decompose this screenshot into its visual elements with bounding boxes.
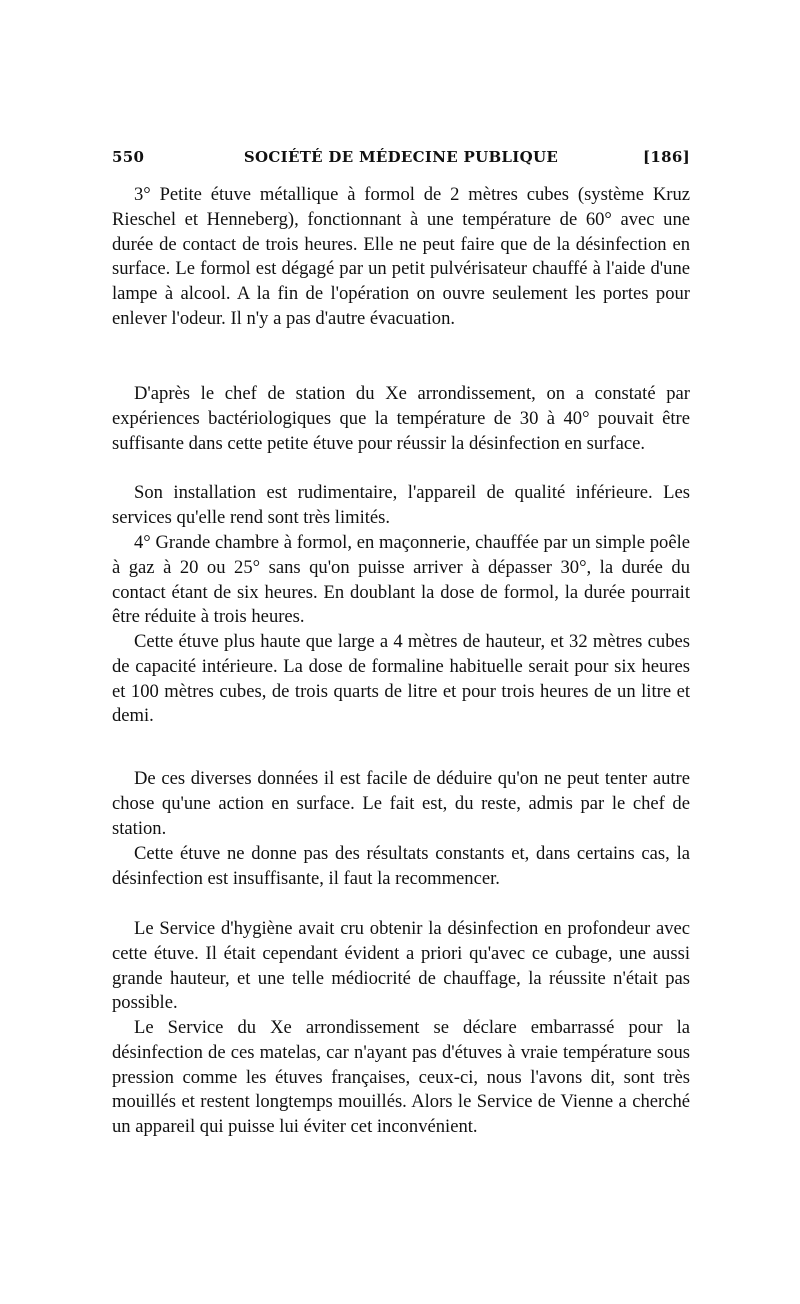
paragraph-hygiene-service: Le Service d'hygiène avait cru obtenir la désinfection en profondeur avec cette étuve. Il était cependant évident a priori qu'avec ce cubage, une aussi grande hauteur, et une telle médiocrité de chauffage, la réussite n'était pas possible.: [112, 918, 690, 1014]
running-title: SOCIÉTÉ DE MÉDECINE PUBLIQUE: [243, 148, 559, 166]
paragraph-mattress-disinfection: Le Service du Xe arrondissement se déclare embarrassé pour la désinfection de ces matelas, car n'ayant pas d'étuves à vraie température sous pression comme les étuves françaises, ceux-ci, nous l'avons dit, sont très mouillés et restent longtemps mouillés. Alors le Service de Vienne a cherché un appareil qui puisse lui éviter cet inconvénient.: [112, 1017, 690, 1138]
section-number: [186]: [642, 148, 690, 166]
paragraph-installation-quality: Son installation est rudimentaire, l'appareil de qualité inférieure. Les services qu'elle rend sont très limités.: [112, 482, 690, 528]
paragraph-inconsistent-results: Cette étuve ne donne pas des résultats constants et, dans certains cas, la désinfection est insuffisante, il faut la recommencer.: [112, 843, 690, 889]
paragraph-small-metal-oven: 3° Petite étuve métallique à formol de 2 mètres cubes (système Kruz Rieschel et Henneberg), fonctionnant à une température de 60° avec une durée de contact de trois heures. Elle ne peut faire que de la désinfection en surface. Le formol est dégagé par un petit pulvérisateur chauffé à l'aide d'une lampe à alcool. A la fin de l'opération on ouvre seulement les portes pour enlever l'odeur. Il n'y a pas d'autre évacuation.: [112, 184, 690, 329]
running-header: [112, 148, 690, 172]
page-number: 550: [112, 148, 145, 166]
paragraph-station-chief-report: D'après le chef de station du Xe arrondissement, on a constaté par expériences bactériologiques que la température de 30 à 40° pouvait être suffisante dans cette petite étuve pour réussir la désinfection en surface.: [112, 383, 690, 454]
paragraph-large-formol-chamber: 4° Grande chambre à formol, en maçonnerie, chauffée par un simple poêle à gaz à 20 ou 25° sans qu'on puisse arriver à dépasser 30°, la durée du contact étant de six heures. En doublant la dose de formol, la durée pourrait être réduite à trois heures.: [112, 532, 690, 628]
paragraph-surface-action: De ces diverses données il est facile de déduire qu'on ne peut tenter autre chose qu'une action en surface. Le fait est, du reste, admis par le chef de station.: [112, 768, 690, 839]
paragraph-chamber-dimensions: Cette étuve plus haute que large a 4 mètres de hauteur, et 32 mètres cubes de capacité intérieure. La dose de formaline habituelle serait pour six heures et 100 mètres cubes, de trois quarts de litre et pour trois heures de un litre et demi.: [112, 631, 690, 727]
